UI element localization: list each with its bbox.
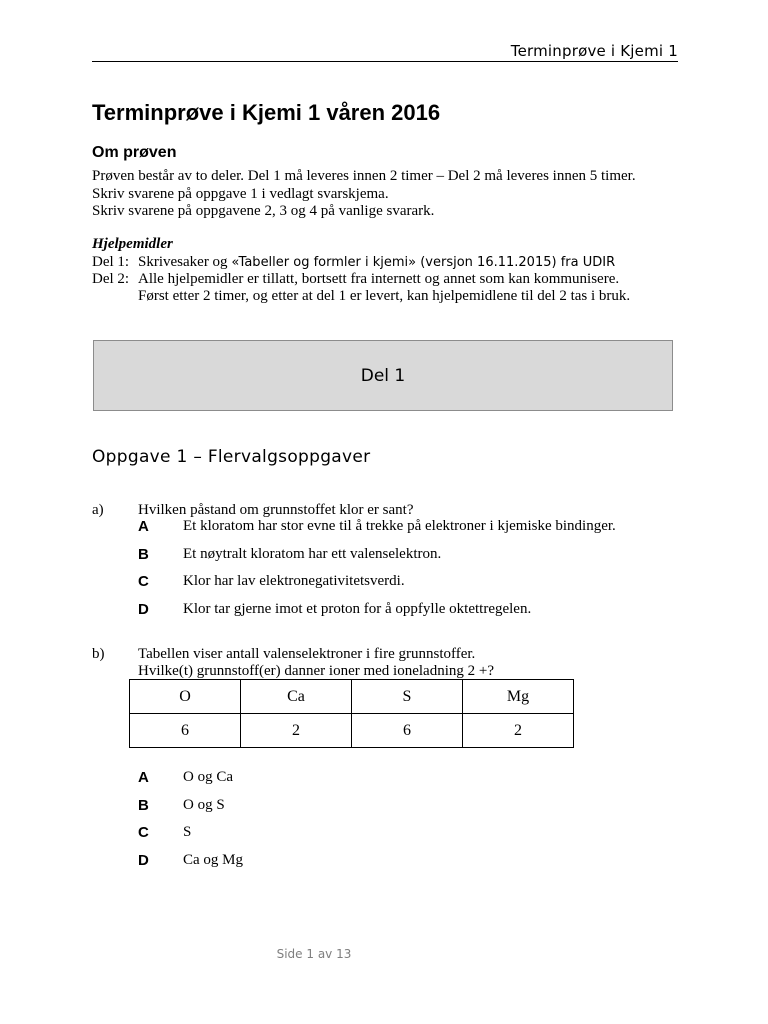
- about-paragraph: [92, 168, 636, 221]
- option-a-C-letter: C: [138, 573, 149, 590]
- option-a-B-letter: B: [138, 546, 149, 563]
- table-header-cell: Mg: [463, 680, 574, 714]
- option-b-C-text: S: [183, 824, 192, 840]
- question-b-letter: b): [92, 646, 105, 662]
- option-b-D-text: Ca og Mg: [183, 852, 243, 868]
- section-box-label: Del 1: [360, 365, 406, 386]
- option-b-A-text: O og Ca: [183, 769, 233, 785]
- option-a-D-text: Klor tar gjerne imot et proton for å oppfylle oktettregelen.: [183, 601, 532, 617]
- aids-del1: [92, 254, 615, 271]
- aids-del1-prefix: Skrivesaker og: [138, 254, 232, 270]
- table-row: [130, 680, 574, 714]
- option-b-C-letter: C: [138, 824, 149, 841]
- table-cell: 2: [463, 714, 574, 748]
- option-a-C-text: Klor har lav elektronegativitetsverdi.: [183, 573, 405, 589]
- option-b-B-text: O og S: [183, 797, 225, 813]
- option-a-A-text: Et kloratom har stor evne til å trekke på elektroner i kjemiske bindinger.: [183, 518, 616, 534]
- section-box-del1: [93, 340, 673, 411]
- question-a-text: Hvilken påstand om grunnstoffet klor er sant?: [138, 502, 414, 518]
- question-b-text: [138, 646, 494, 680]
- table-cell: 6: [352, 714, 463, 748]
- about-heading: Om prøven: [92, 144, 177, 161]
- task-heading: Oppgave 1 – Flervalgsoppgaver: [92, 447, 371, 467]
- table-row: [130, 714, 574, 748]
- aids-del2-line1: Alle hjelpemidler er tillatt, bortsett fra internett og annet som kan kommunisere.: [138, 271, 620, 287]
- aids-del2: [92, 271, 619, 288]
- about-line: Prøven består av to deler. Del 1 må leveres innen 2 timer – Del 2 må leveres innen 5 timer.: [92, 168, 636, 184]
- table-header-cell: S: [352, 680, 463, 714]
- option-a-D-letter: D: [138, 601, 149, 618]
- page-number: Side 1 av 13: [276, 947, 352, 961]
- option-b-B-letter: B: [138, 797, 149, 814]
- aids-del2-cont: [92, 288, 630, 305]
- document-title: Terminprøve i Kjemi 1 våren 2016: [92, 100, 441, 125]
- option-b-A-letter: A: [138, 769, 149, 786]
- question-a-letter: a): [92, 502, 104, 518]
- aids-heading: Hjelpemidler: [92, 236, 173, 252]
- table-cell: 2: [241, 714, 352, 748]
- aids-del2-line2: Først etter 2 timer, og etter at del 1 er levert, kan hjelpemidlene til del 2 tas i bruk.: [138, 288, 631, 304]
- about-line: Skriv svarene på oppgavene 2, 3 og 4 på vanlige svarark.: [92, 203, 435, 219]
- aids-del1-label: Del 1:: [92, 254, 130, 270]
- about-line: Skriv svarene på oppgave 1 i vedlagt svarskjema.: [92, 185, 389, 202]
- running-header: Terminprøve i Kjemi 1: [510, 42, 678, 60]
- option-a-A-letter: A: [138, 518, 149, 535]
- valence-table: [129, 679, 574, 748]
- aids-del1-reference: «Tabeller og formler i kjemi» (versjon 16.11.2015) fra UDIR: [231, 255, 616, 270]
- table-header-cell: O: [130, 680, 241, 714]
- table-header-cell: Ca: [241, 680, 352, 714]
- aids-del2-label: Del 2:: [92, 271, 130, 287]
- question-b-line: Hvilke(t) grunnstoff(er) danner ioner med ioneladning 2 +?: [138, 663, 494, 679]
- option-a-B-text: Et nøytralt kloratom har ett valenselektron.: [183, 546, 442, 562]
- table-cell: 6: [130, 714, 241, 748]
- option-b-D-letter: D: [138, 852, 149, 869]
- question-b-line: Tabellen viser antall valenselektroner i fire grunnstoffer.: [138, 646, 476, 662]
- header-rule: [92, 61, 678, 62]
